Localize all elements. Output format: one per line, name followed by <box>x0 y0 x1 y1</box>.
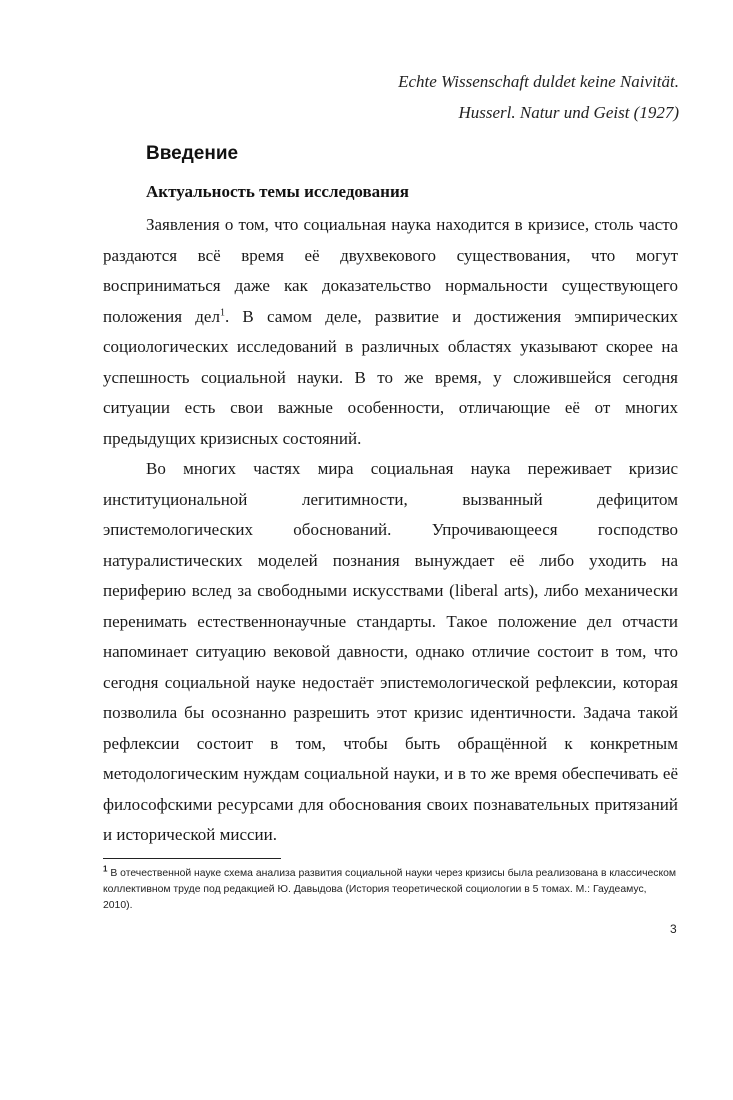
footnote-text: В отечественной науке схема анализа развития социальной науки через кризисы была реализована в классическом коллективном труде под редакцией Ю. Давыдова (История теоретической социологии в 5 томах. М.: Гаудеамус, 2010). <box>103 868 677 911</box>
epigraph <box>398 66 679 128</box>
footnote-number: 1 <box>103 864 108 874</box>
paragraph-1-continuation: . В самом деле, развитие и достижения эмпирических социологических исследований в различных областях указывают скорее на успешность социальной науки. В то же время, у сложившейся сегодня ситуации есть свои важные особенности, отличающие её от многих предыдущих кризисных состояний. <box>103 306 679 448</box>
footnote <box>103 866 678 914</box>
paragraph-2: Во многих частях мира социальная наука переживает кризис институциональной легитимности, вызванный дефицитом эпистемологических обоснований. Упрочивающееся господство натуралистических моделей познания вынуждает её либо уходить на периферию вслед за свободными искусствами (liberal arts), либо механически перенимать естественнонаучные стандарты. Такое положение дел отчасти напоминает ситуацию вековой давности, однако отличие состоит в том, что сегодня социальной науке недостаёт эпистемологической рефлексии, которая позволила бы осознанно разрешить этот кризис идентичности. Задача такой рефлексии состоит в том, чтобы быть обращённой к конкретным методологическим нуждам социальной науки, и в то же время обеспечивать её философскими ресурсами для обоснования своих познавательных притязаний и исторической миссии. <box>103 459 678 844</box>
paragraph-1-text: Заявления о том, что социальная наука находится в кризисе, столь часто раздаются всё время её двухвекового существования, что могут восприниматься даже как доказательство нормальности существующего положения дел <box>103 215 678 326</box>
subsection-title: Актуальность темы исследования <box>146 182 409 201</box>
paragraph-1 <box>103 210 678 454</box>
section-title: Введение <box>146 143 239 164</box>
footnote-reference[interactable]: 1 <box>219 306 225 318</box>
page-number: 3 <box>670 922 677 936</box>
body-text <box>103 210 678 851</box>
footnote-separator <box>103 858 281 859</box>
epigraph-source: Husserl. Natur und Geist (1927) <box>458 103 679 122</box>
epigraph-quote: Echte Wissenschaft duldet keine Naivität. <box>398 72 679 91</box>
